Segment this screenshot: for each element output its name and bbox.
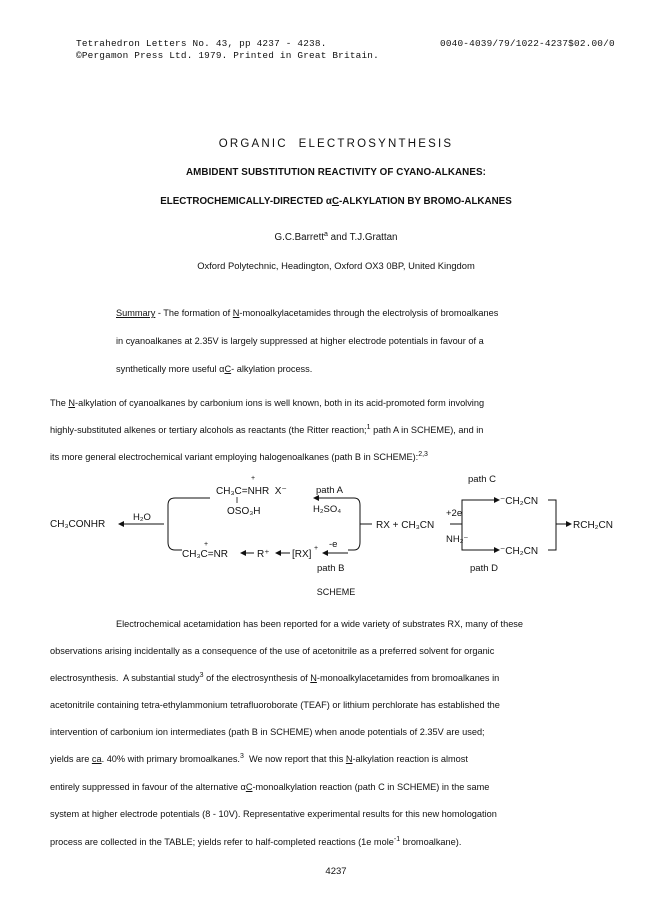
author-mark: a	[324, 231, 328, 238]
intro-n: N	[68, 398, 76, 408]
ref-1: 1	[366, 424, 371, 431]
body-n: N	[310, 673, 317, 683]
body-line-7	[50, 781, 489, 793]
journal-line: Tetrahedron Letters No. 43, pp 4237 - 4238.	[76, 38, 327, 49]
path-c-label: path C	[468, 474, 496, 485]
summary-line-3	[116, 363, 312, 375]
publisher-line: ©Pergamon Press Ltd. 1979. Printed in Great Britain.	[76, 50, 379, 61]
intro-text: highly-substituted alkenes or tertiary alcohols as reactants (the Ritter reaction;	[50, 425, 367, 435]
path-a-label: path A	[316, 485, 343, 496]
summary-text: - alkylation process.	[231, 364, 313, 374]
intro-text: path A in SCHEME), and in	[370, 425, 484, 435]
summary-n: N	[232, 308, 240, 318]
upper-anion: ⁻CH₂CN	[500, 496, 539, 507]
body-text: -alkylation reaction is almost	[352, 754, 468, 764]
summary-label: Summary	[116, 308, 156, 318]
page-number: 4237	[325, 866, 347, 877]
body-line-3	[50, 672, 499, 684]
body-text: bromoalkane).	[400, 837, 462, 847]
affiliation: Oxford Polytechnic, Headington, Oxford OX3 0BP, United Kingdom	[197, 260, 475, 271]
body-n2: N	[345, 754, 353, 764]
summary-line-2: in cyanoalkanes at 2.35V is largely suppressed at higher electrode potentials in favour of a	[116, 336, 484, 346]
body-line-1: Electrochemical acetamidation has been reported for a wide variety of substrates RX, many of these	[116, 619, 524, 629]
nh2-label: NH₂⁻	[446, 534, 469, 545]
body-line-6	[50, 753, 468, 765]
author-2: T.J.Grattan	[349, 232, 398, 243]
intro-text: The	[50, 398, 69, 408]
bottom-species: CH₃C=NR	[182, 549, 229, 560]
body-text: yields are	[50, 754, 92, 764]
body-line-4: acetonitrile containing tetra-ethylammonium tetrafluoroborate (TEAF) or lithium perchlorate has established the	[50, 700, 500, 710]
summary-alpha: α	[219, 364, 225, 374]
ref-2-3: 2,3	[418, 451, 428, 458]
summary-text: -monoalkylacetamides through the electrolysis of bromoalkanes	[239, 308, 499, 318]
body-ca: ca	[91, 754, 102, 764]
arrow-head	[240, 550, 246, 556]
title-line-2-post: -ALKYLATION BY BROMO-ALKANES	[339, 196, 512, 207]
body-text: . 40% with primary bromoalkanes.	[101, 754, 240, 764]
arrow-head	[322, 550, 328, 556]
right-bracket	[548, 500, 556, 550]
intro-text: -alkylation of cyanoalkanes by carbonium ions is well known, both in its acid-promoted form involving	[75, 398, 485, 408]
intro-line-1	[50, 397, 484, 409]
path-b-label: path B	[317, 563, 345, 574]
author-1: G.C.Barrett	[274, 232, 325, 243]
body-line-5: intervention of carbonium ion intermediates (path B in SCHEME) when anode potentials of 2.35V are used;	[50, 727, 485, 737]
water-label: H₂O	[133, 512, 151, 523]
top-species: CH₃C=NHR X⁻	[216, 486, 287, 497]
top-plus: +	[251, 475, 256, 482]
ref-neg1: -1	[393, 836, 401, 843]
body-text: -monoalkylation reaction (path C in SCHEME) in the same	[252, 782, 490, 792]
plus-2e-label: +2e	[446, 508, 463, 519]
intro-line-2	[50, 424, 483, 436]
title-line-1: AMBIDENT SUBSTITUTION REACTIVITY OF CYANO-ALKANES:	[185, 167, 486, 178]
radical-charge: +	[314, 545, 319, 552]
body-text: process are collected in the TABLE; yields refer to half-completed reactions (1e mole	[50, 837, 394, 847]
body-text: electrosynthesis. A substantial study	[50, 673, 200, 683]
bottom-plus: +	[204, 541, 209, 548]
summary-text: synthetically more useful	[116, 364, 220, 374]
path-d-label: path D	[470, 563, 498, 574]
arrow-head	[118, 521, 124, 527]
arrow-head	[275, 550, 281, 556]
lower-anion: ⁻CH₂CN	[500, 546, 539, 557]
path-c-branch	[462, 500, 498, 524]
intro-text: its more general electrochemical variant employing halogenoalkanes (path B in SCHEME):	[50, 452, 419, 462]
cation-label: R⁺	[257, 549, 270, 560]
article-code: 0040-4039/79/1022-4237$02.00/0	[440, 38, 615, 49]
center-reagents: RX + CH₃CN	[376, 520, 435, 531]
body-text: of the electrosynthesis of	[203, 673, 311, 683]
body-text: We now report that this	[243, 754, 346, 764]
top-sub: OSO₃H	[227, 506, 261, 517]
summary-c: C	[224, 364, 232, 374]
h2so4-label: H₂SO₄	[313, 504, 342, 515]
body-text: entirely suppressed in favour of the alternative	[50, 782, 241, 792]
radical-cation: [RX]	[292, 549, 312, 560]
body-line-9	[50, 836, 461, 848]
arrow-head	[566, 521, 572, 527]
body-line-8: system at higher electrode potentials (8 - 10V). Representative experimental results for this new homologation	[50, 809, 497, 819]
body-text: -monoalkylacetamides from bromoalkanes in	[316, 673, 500, 683]
final-product: RCH₂CN	[573, 520, 613, 531]
title-c: C	[331, 196, 340, 207]
summary-line-1	[116, 307, 498, 319]
title-line-2	[0, 196, 672, 207]
body-c: C	[245, 782, 253, 792]
title-line-2-pre: ELECTROCHEMICALLY-DIRECTED	[160, 196, 326, 207]
middle-bracket	[346, 498, 360, 550]
series-title: ORGANIC ELECTROSYNTHESIS	[218, 138, 454, 150]
summary-text: - The formation of	[155, 308, 233, 318]
body-line-2: observations arising incidentally as a consequence of the use of acetonitrile as a preferred solvent for organic	[50, 646, 495, 656]
author-and: and	[327, 232, 350, 243]
authors	[0, 232, 672, 243]
journal-header	[76, 38, 379, 62]
title-alpha: α	[325, 196, 332, 207]
left-product: CH₃CONHR	[50, 519, 106, 530]
reaction-scheme	[0, 470, 672, 600]
ref-3: 3	[199, 672, 204, 679]
ref-3b: 3	[239, 753, 244, 760]
body-alpha: α	[240, 782, 246, 792]
electron-loss: -e	[329, 539, 338, 550]
scheme-label: SCHEME	[316, 587, 356, 597]
intro-line-3	[50, 451, 428, 463]
